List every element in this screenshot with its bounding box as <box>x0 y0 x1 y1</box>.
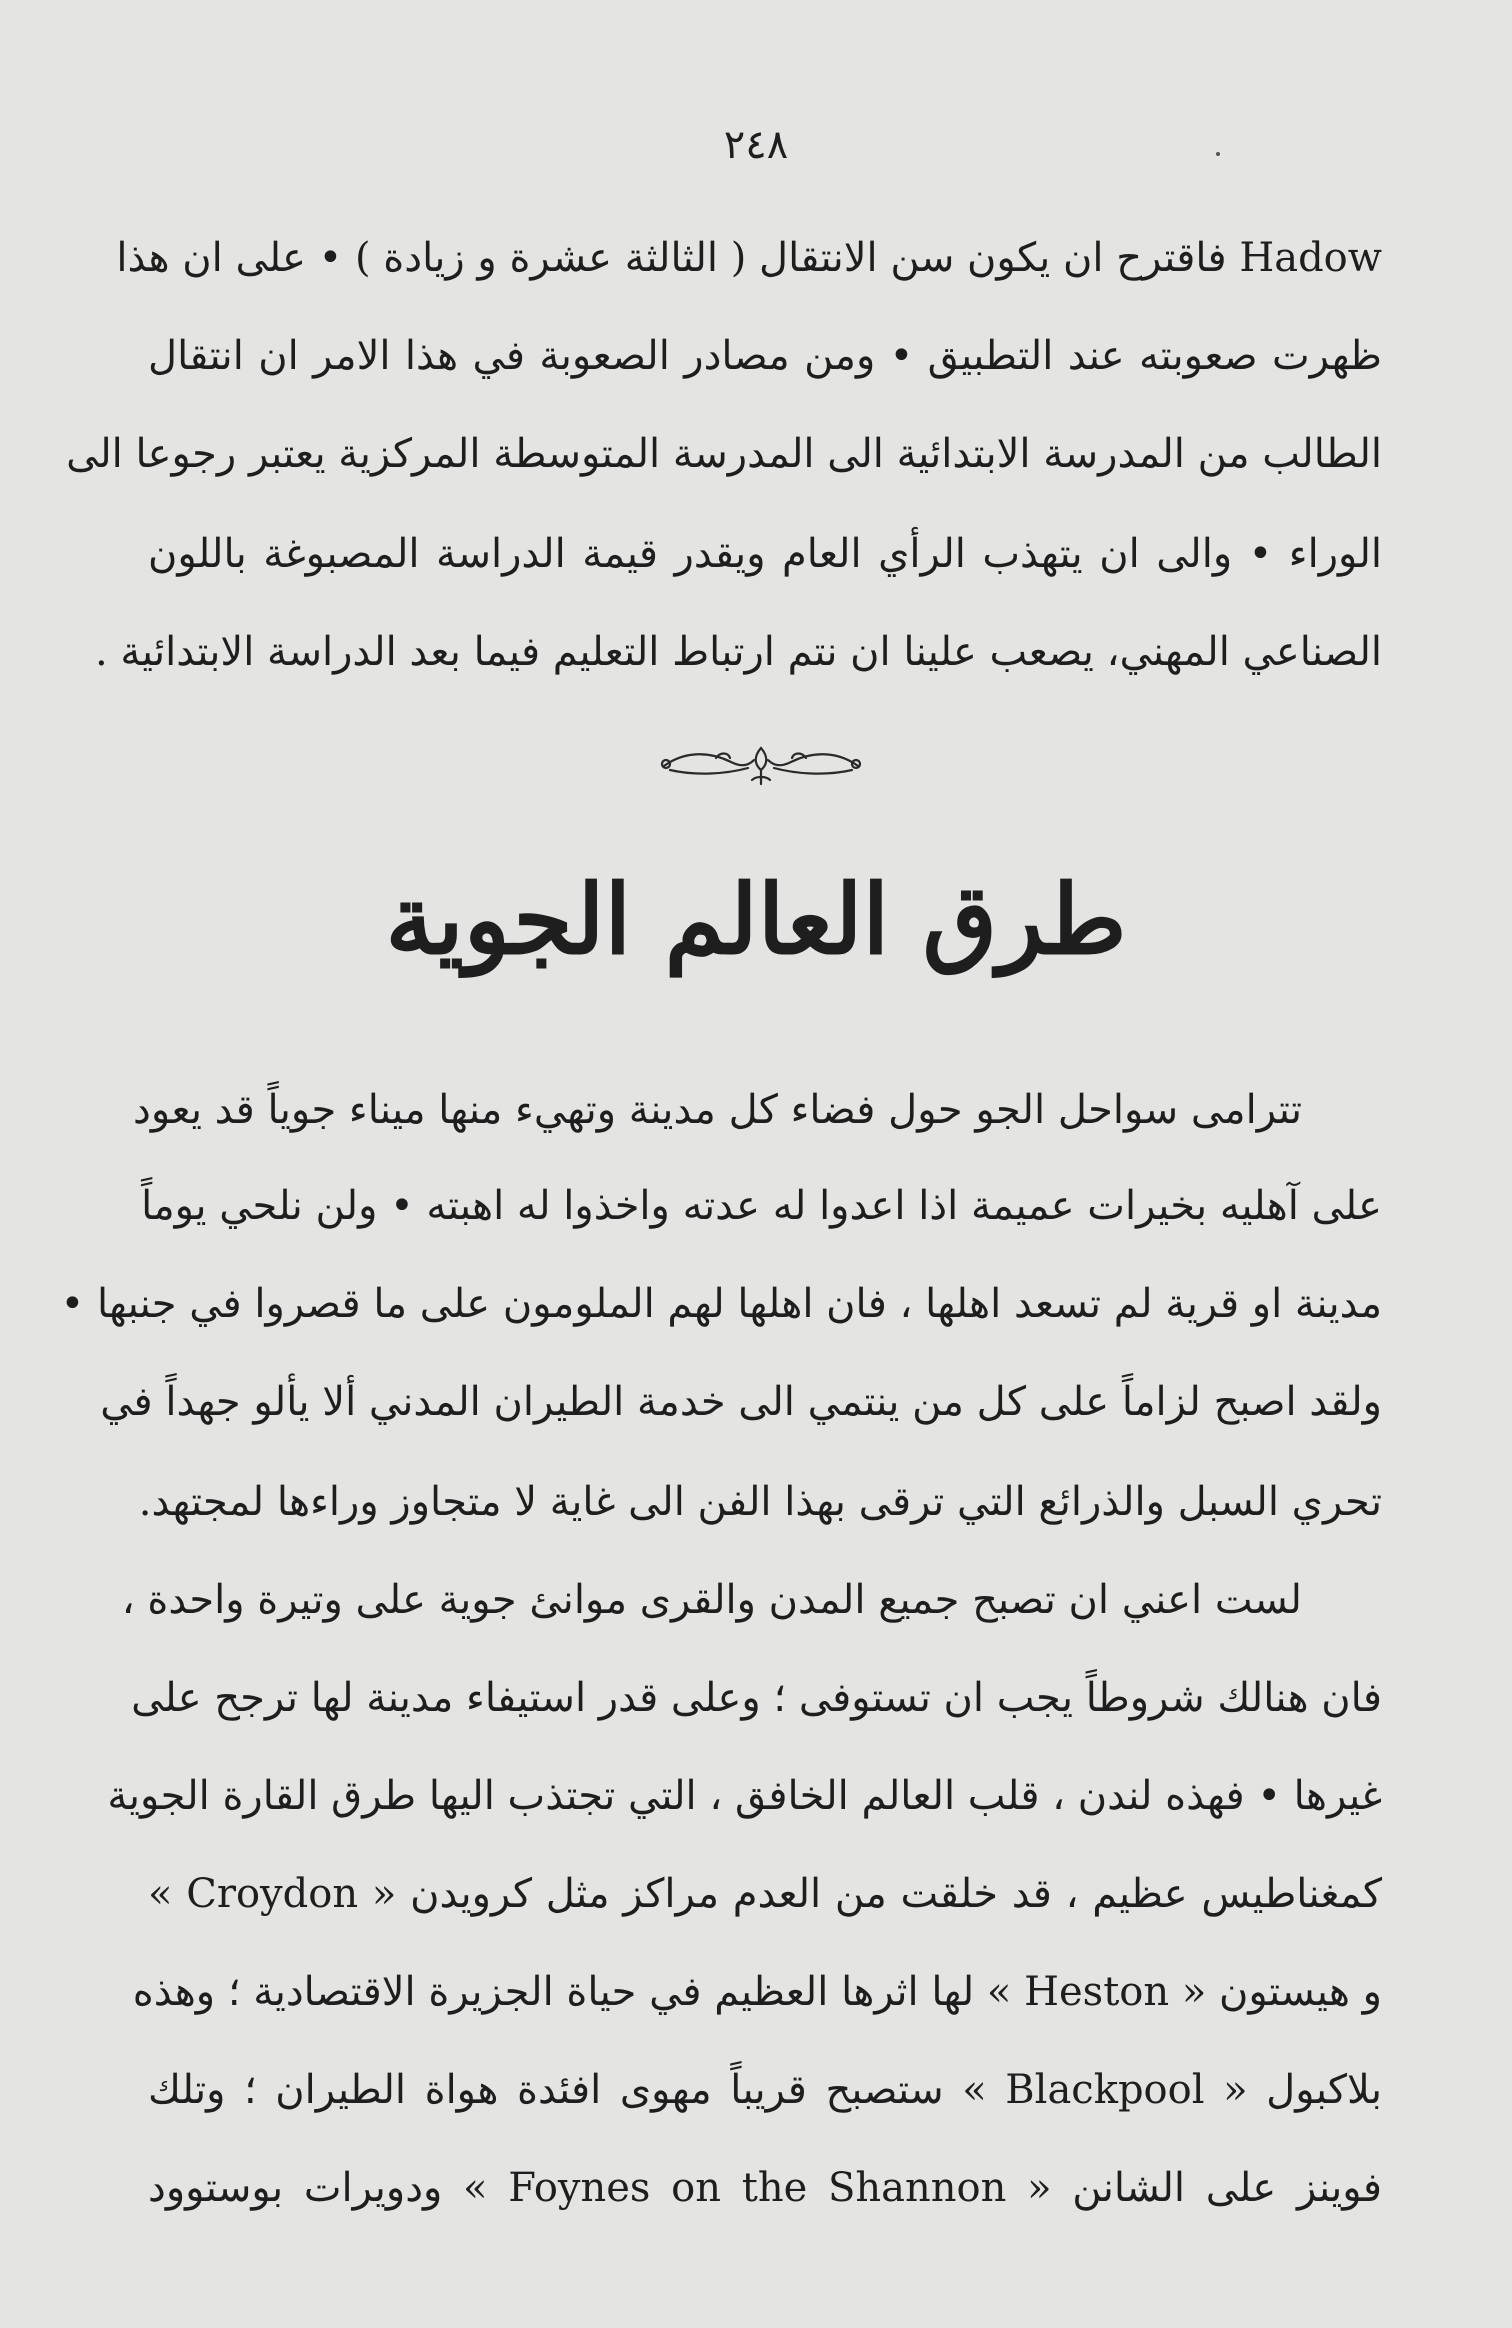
text-line: و هيستون « Heston » لها اثرها العظيم في حياة الجزيرة الاقتصادية ؛ وهذه <box>132 1969 1382 2015</box>
text-line: فوينز على الشانن « Foynes on the Shannon » ودويرات بوستوود <box>148 2165 1383 2211</box>
text-line: مدينة او قرية لم تسعد اهلها ، فان اهلها لهم الملومون على ما قصروا في جنبها • <box>60 1281 1382 1327</box>
article-title: طرق العالم الجوية <box>385 863 1127 976</box>
text-line: بلاكبول « Blackpool » ستصبح قريباً مهوى افئدة هواة الطيران ؛ وتلك <box>148 2067 1382 2113</box>
page-number: ٢٤٨ <box>723 122 789 168</box>
text-line: على آهليه بخيرات عميمة اذا اعدوا له عدته واخذوا له اهبته • ولن نلحي يوماً <box>141 1183 1382 1229</box>
text-line: ولقد اصبح لزاماً على كل من ينتمي الى خدمة الطيران المدني ألا يألو جهداً في <box>100 1379 1382 1425</box>
text-line: تترامى سواحل الجو حول فضاء كل مدينة وتهيء منها ميناء جوياً قد يعود <box>133 1087 1302 1133</box>
text-line: الوراء • والى ان يتهذب الرأي العام ويقدر قيمة الدراسة المصبوغة باللون <box>148 531 1383 577</box>
ornament-divider-icon <box>656 740 866 790</box>
text-line: لست اعني ان تصبح جميع المدن والقرى موانئ جوية على وتيرة واحدة ، <box>121 1577 1302 1623</box>
text-line: تحري السبل والذرائع التي ترقى بهذا الفن الى غاية لا متجاوز وراءها لمجتهد. <box>138 1479 1382 1525</box>
speck <box>1216 152 1220 156</box>
text-line: الطالب من المدرسة الابتدائية الى المدرسة المتوسطة المركزية يعتبر رجوعا الى <box>66 431 1382 477</box>
text-line: الصناعي المهني، يصعب علينا ان نتم ارتباط التعليم فيما بعد الدراسة الابتدائية . <box>95 629 1382 675</box>
text-line: كمغناطيس عظيم ، قد خلقت من العدم مراكز مثل كرويدن « Croydon » <box>148 1871 1382 1917</box>
text-line: Hadow فاقترح ان يكون سن الانتقال ( الثالثة عشرة و زيادة ) • على ان هذا <box>116 235 1382 281</box>
text-line: ظهرت صعوبته عند التطبيق • ومن مصادر الصعوبة في هذا الامر ان انتقال <box>148 333 1382 379</box>
text-line: فان هنالك شروطاً يجب ان تستوفى ؛ وعلى قدر استيفاء مدينة لها ترجح على <box>131 1675 1382 1721</box>
text-line: غيرها • فهذه لندن ، قلب العالم الخافق ، التي تجتذب اليها طرق القارة الجوية <box>107 1773 1382 1819</box>
